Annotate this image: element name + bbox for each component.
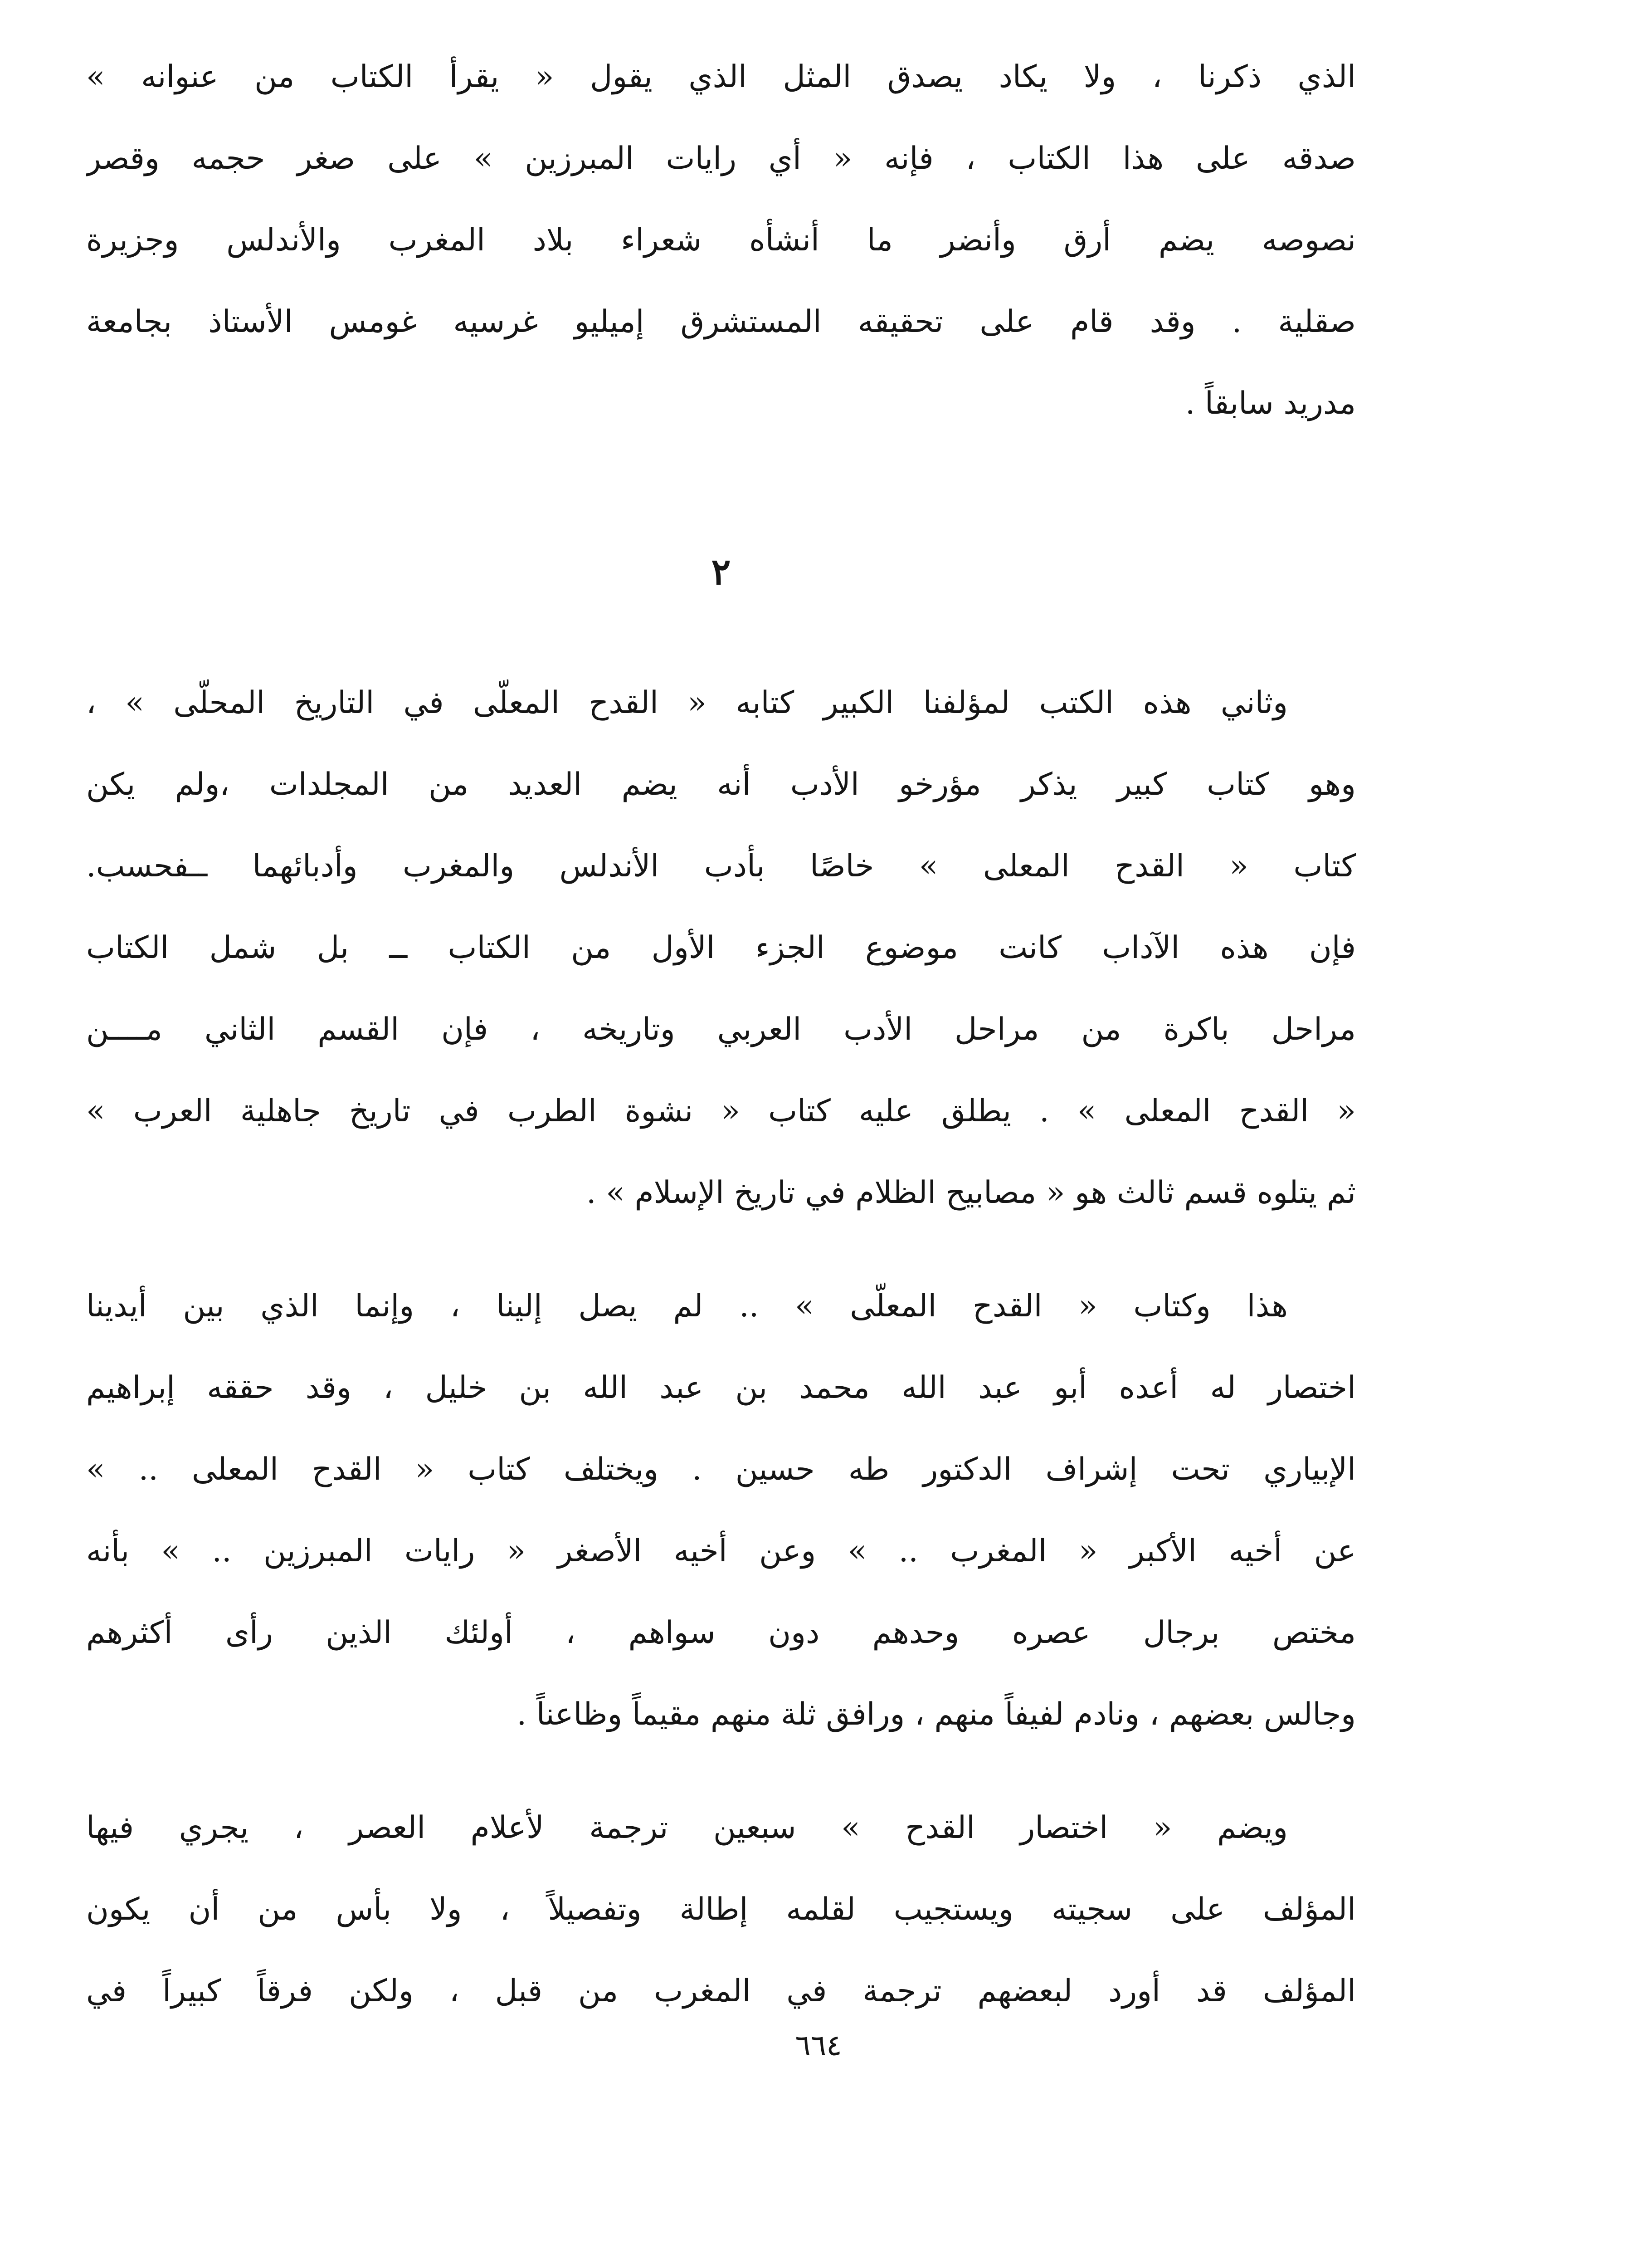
text-line: مختص برجال عصره وحدهم دون سواهم ، أولئك الذين رأى أكثرهم <box>86 1615 1356 1651</box>
document-page <box>86 36 1356 2032</box>
text-line: عن أخيه الأكبر « المغرب .. » وعن أخيه الأصغر « رايات المبرزين .. » بأنه <box>86 1533 1356 1569</box>
text-line: فإن هذه الآداب كانت موضوع الجزء الأول من الكتاب ــ بل شمل الكتاب <box>86 930 1356 966</box>
text-line: المؤلف على سجيته ويستجيب لقلمه إطالة وتفصيلاً ، ولا بأس من أن يكون <box>86 1892 1356 1927</box>
text-line: ثم يتلوه قسم ثالث هو « مصابيح الظلام في تاريخ الإسلام » . <box>586 1175 1356 1211</box>
paragraph-1 <box>86 36 1356 445</box>
text-line: ويضم « اختصار القدح » سبعين ترجمة لأعلام العصر ، يجري فيها <box>86 1810 1288 1846</box>
text-line: مدريد سابقاً . <box>1185 386 1356 421</box>
paragraph-2 <box>86 662 1356 1234</box>
text-line: الذي ذكرنا ، ولا يكاد يصدق المثل الذي يقول « يقرأ الكتاب من عنوانه » <box>86 59 1356 95</box>
text-line: صقلية . وقد قام على تحقيقه المستشرق إميليو غرسيه غومس الأستاذ بجامعة <box>86 304 1356 340</box>
text-line: نصوصه يضم أرق وأنضر ما أنشأه شعراء بلاد المغرب والأندلس وجزيرة <box>86 222 1356 258</box>
text-line: الإبياري تحت إشراف الدكتور طه حسين . ويختلف كتاب « القدح المعلى .. » <box>86 1452 1356 1487</box>
text-line: وجالس بعضهم ، ونادم لفيفاً منهم ، ورافق ثلة منهم مقيماً وظاعناً . <box>516 1696 1356 1732</box>
text-line: « القدح المعلى » . يطلق عليه كتاب « نشوة الطرب في تاريخ جاهلية العرب » <box>86 1093 1356 1129</box>
text-line: المؤلف قد أورد لبعضهم ترجمة في المغرب من قبل ، ولكن فرقاً كبيراً في <box>86 1973 1356 2009</box>
text-line: صدقه على هذا الكتاب ، فإنه « أي رايات المبرزين » على صغر حجمه وقصر <box>86 141 1356 176</box>
text-line: وثاني هذه الكتب لمؤلفنا الكبير كتابه « القدح المعلّى في التاريخ المحلّى » ، <box>86 685 1288 721</box>
text-line: مراحل باكرة من مراحل الأدب العربي وتاريخه ، فإن القسم الثاني مــــن <box>86 1012 1356 1047</box>
text-line: اختصار له أعده أبو عبد الله محمد بن عبد الله بن خليل ، وقد حققه إبراهيم <box>86 1370 1356 1406</box>
text-line: وهو كتاب كبير يذكر مؤرخو الأدب أنه يضم العديد من المجلدات ،ولم يكن <box>86 767 1356 802</box>
paragraph-4 <box>86 1787 1356 2032</box>
text-line: كتاب « القدح المعلى » خاصًا بأدب الأندلس والمغرب وأدبائهما ــفحسب. <box>86 848 1356 884</box>
section-number: ٢ <box>711 550 731 593</box>
paragraph-3 <box>86 1266 1356 1755</box>
page-number: ٦٦٤ <box>795 2029 842 2063</box>
text-line: هذا وكتاب « القدح المعلّى » .. لم يصل إلينا ، وإنما الذي بين أيدينا <box>86 1288 1288 1324</box>
